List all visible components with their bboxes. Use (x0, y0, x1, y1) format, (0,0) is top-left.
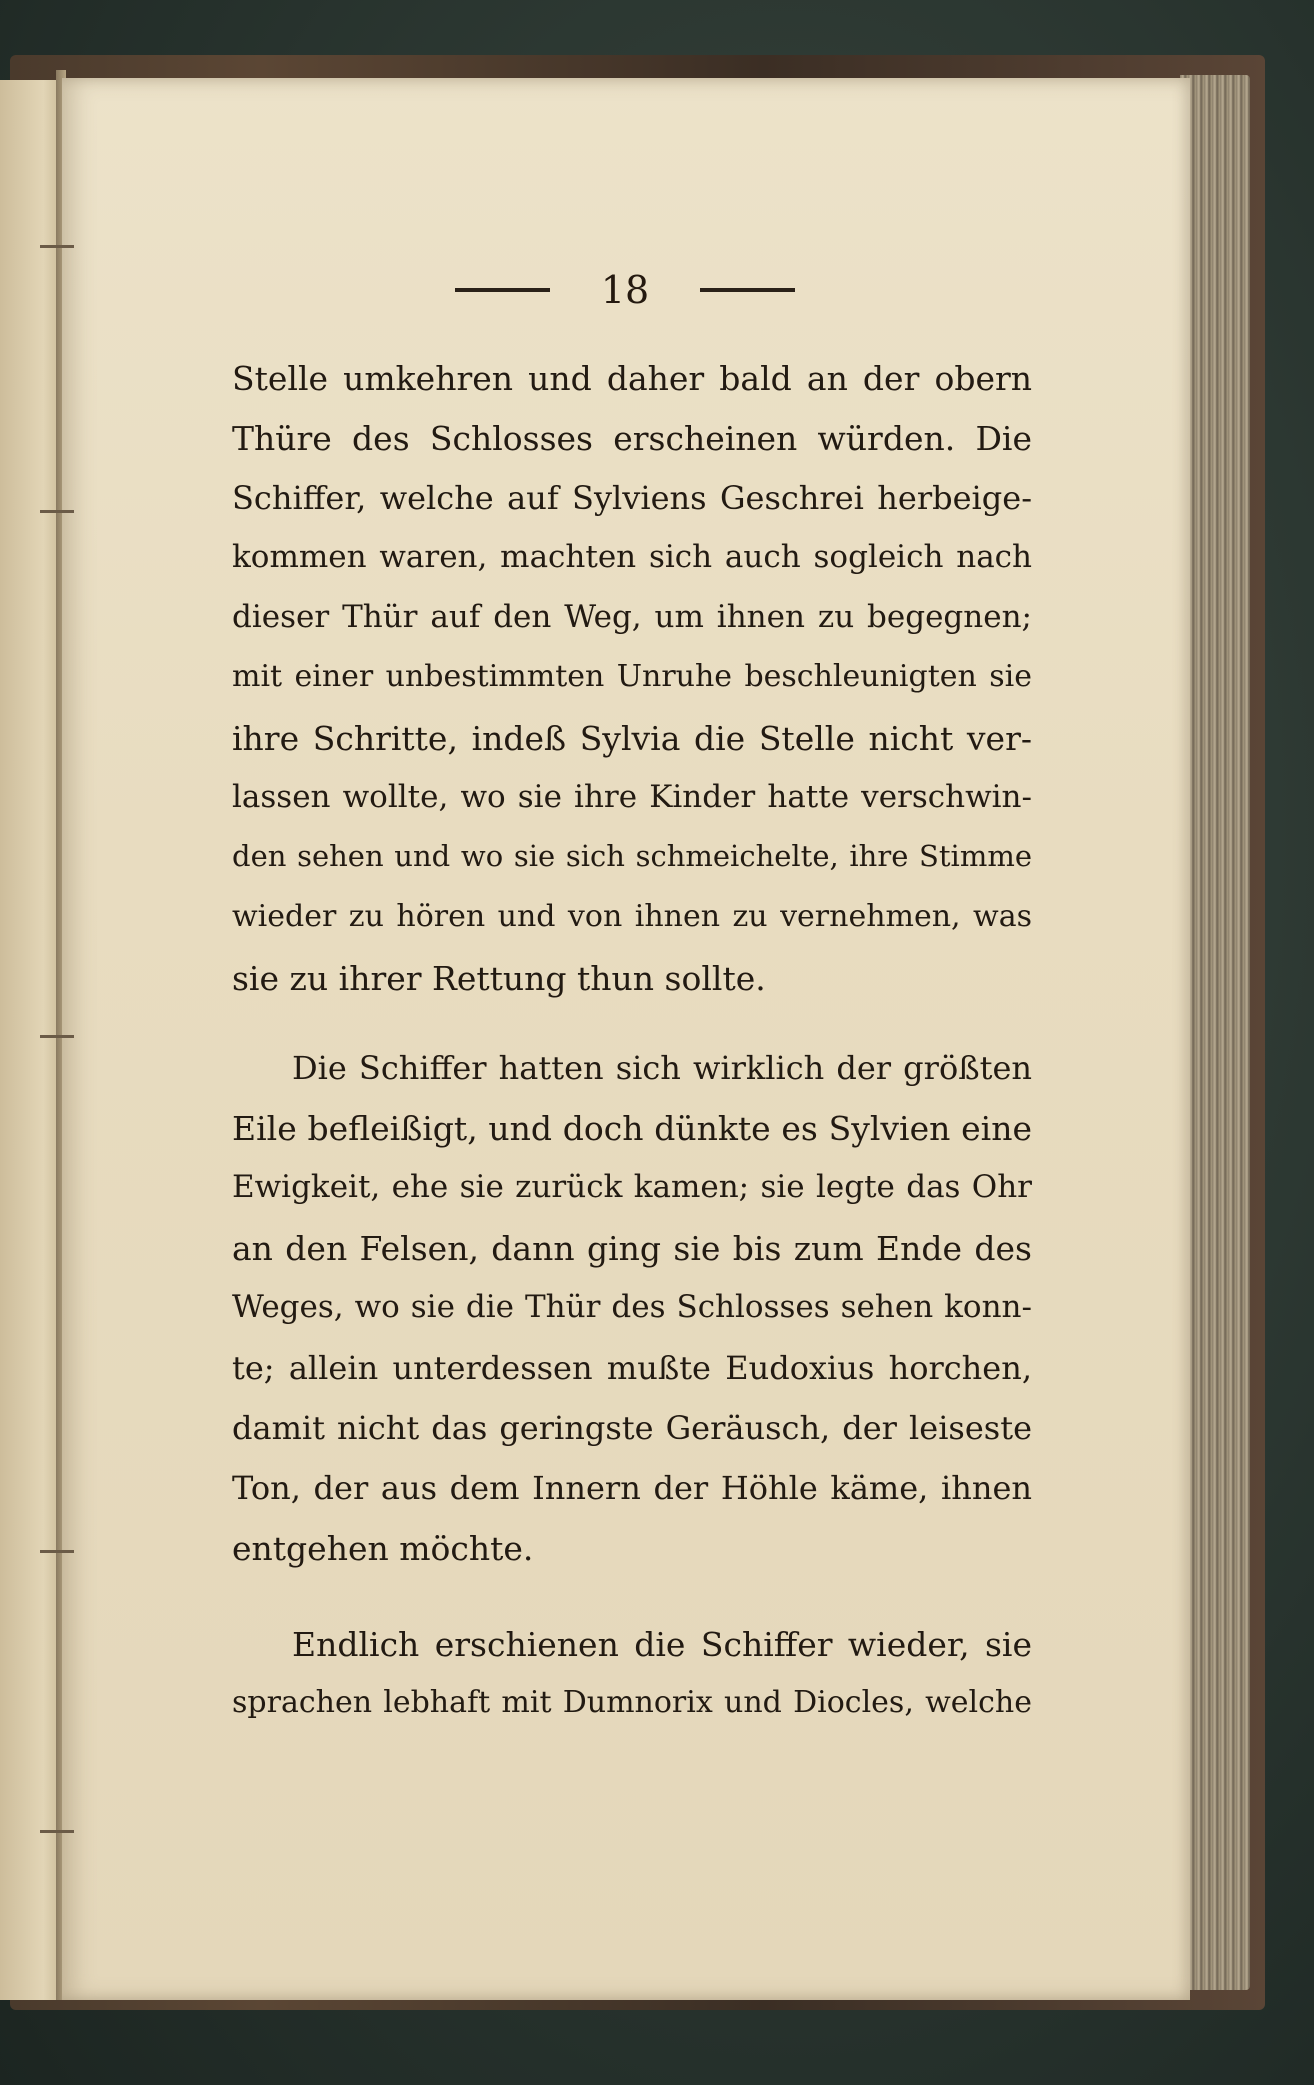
text-line: Endlich erschienen die Schiffer wieder, sie (292, 1625, 1032, 1664)
text-line: an den Felsen, dann ging sie bis zum Ende des (232, 1229, 1032, 1268)
text-line: Ton, der aus dem Innern der Höhle käme, ihnen (232, 1469, 1032, 1507)
text-line: kommen waren, machten sich auch sogleich nach (232, 539, 1032, 575)
page-number: 18 (600, 268, 650, 312)
header-rule-left (455, 288, 550, 292)
page-header (455, 265, 795, 315)
text-line: Thüre des Schlosses erscheinen würden. Die (232, 419, 1032, 458)
text-line: entgehen möchte. (232, 1529, 534, 1568)
text-line: lassen wollte, wo sie ihre Kinder hatte verschwin- (232, 779, 1032, 815)
text-line: Die Schiffer hatten sich wirklich der größten (292, 1049, 1032, 1087)
page-block-edge (1180, 75, 1250, 1990)
text-line: sie zu ihrer Rettung thun sollte. (232, 959, 766, 998)
text-line: damit nicht das geringste Geräusch, der leiseste (232, 1409, 1032, 1447)
text-line: mit einer unbestimmten Unruhe beschleunigten sie (232, 659, 1032, 694)
text-line: Schiffer, welche auf Sylviens Geschrei herbeige- (232, 479, 1032, 517)
binding-stitch (40, 245, 74, 248)
header-rule-right (700, 288, 795, 292)
text-line: sprachen lebhaft mit Dumnorix und Diocles, welche (232, 1685, 1032, 1720)
text-line: Stelle umkehren und daher bald an der obern (232, 359, 1032, 398)
text-line: Weges, wo sie die Thür des Schlosses sehen konn- (232, 1289, 1032, 1325)
binding-stitch (40, 1830, 74, 1833)
text-line: wieder zu hören und von ihnen zu vernehmen, was (232, 899, 1032, 934)
text-line: den sehen und wo sie sich schmeichelte, ihre Stimme (232, 839, 1032, 873)
text-line: Ewigkeit, ehe sie zurück kamen; sie legte das Ohr (232, 1169, 1032, 1205)
text-line: dieser Thür auf den Weg, um ihnen zu begegnen; (232, 599, 1032, 635)
text-line: Eile befleißigt, und doch dünkte es Sylvien eine (232, 1109, 1032, 1148)
binding-stitch (40, 1550, 74, 1553)
text-line: ihre Schritte, indeß Sylvia die Stelle nicht ver- (232, 719, 1032, 758)
binding-stitch (40, 510, 74, 513)
text-line: te; allein unterdessen mußte Eudoxius horchen, (232, 1349, 1032, 1387)
left-page-edge (0, 80, 62, 2000)
binding-stitch (40, 1035, 74, 1038)
